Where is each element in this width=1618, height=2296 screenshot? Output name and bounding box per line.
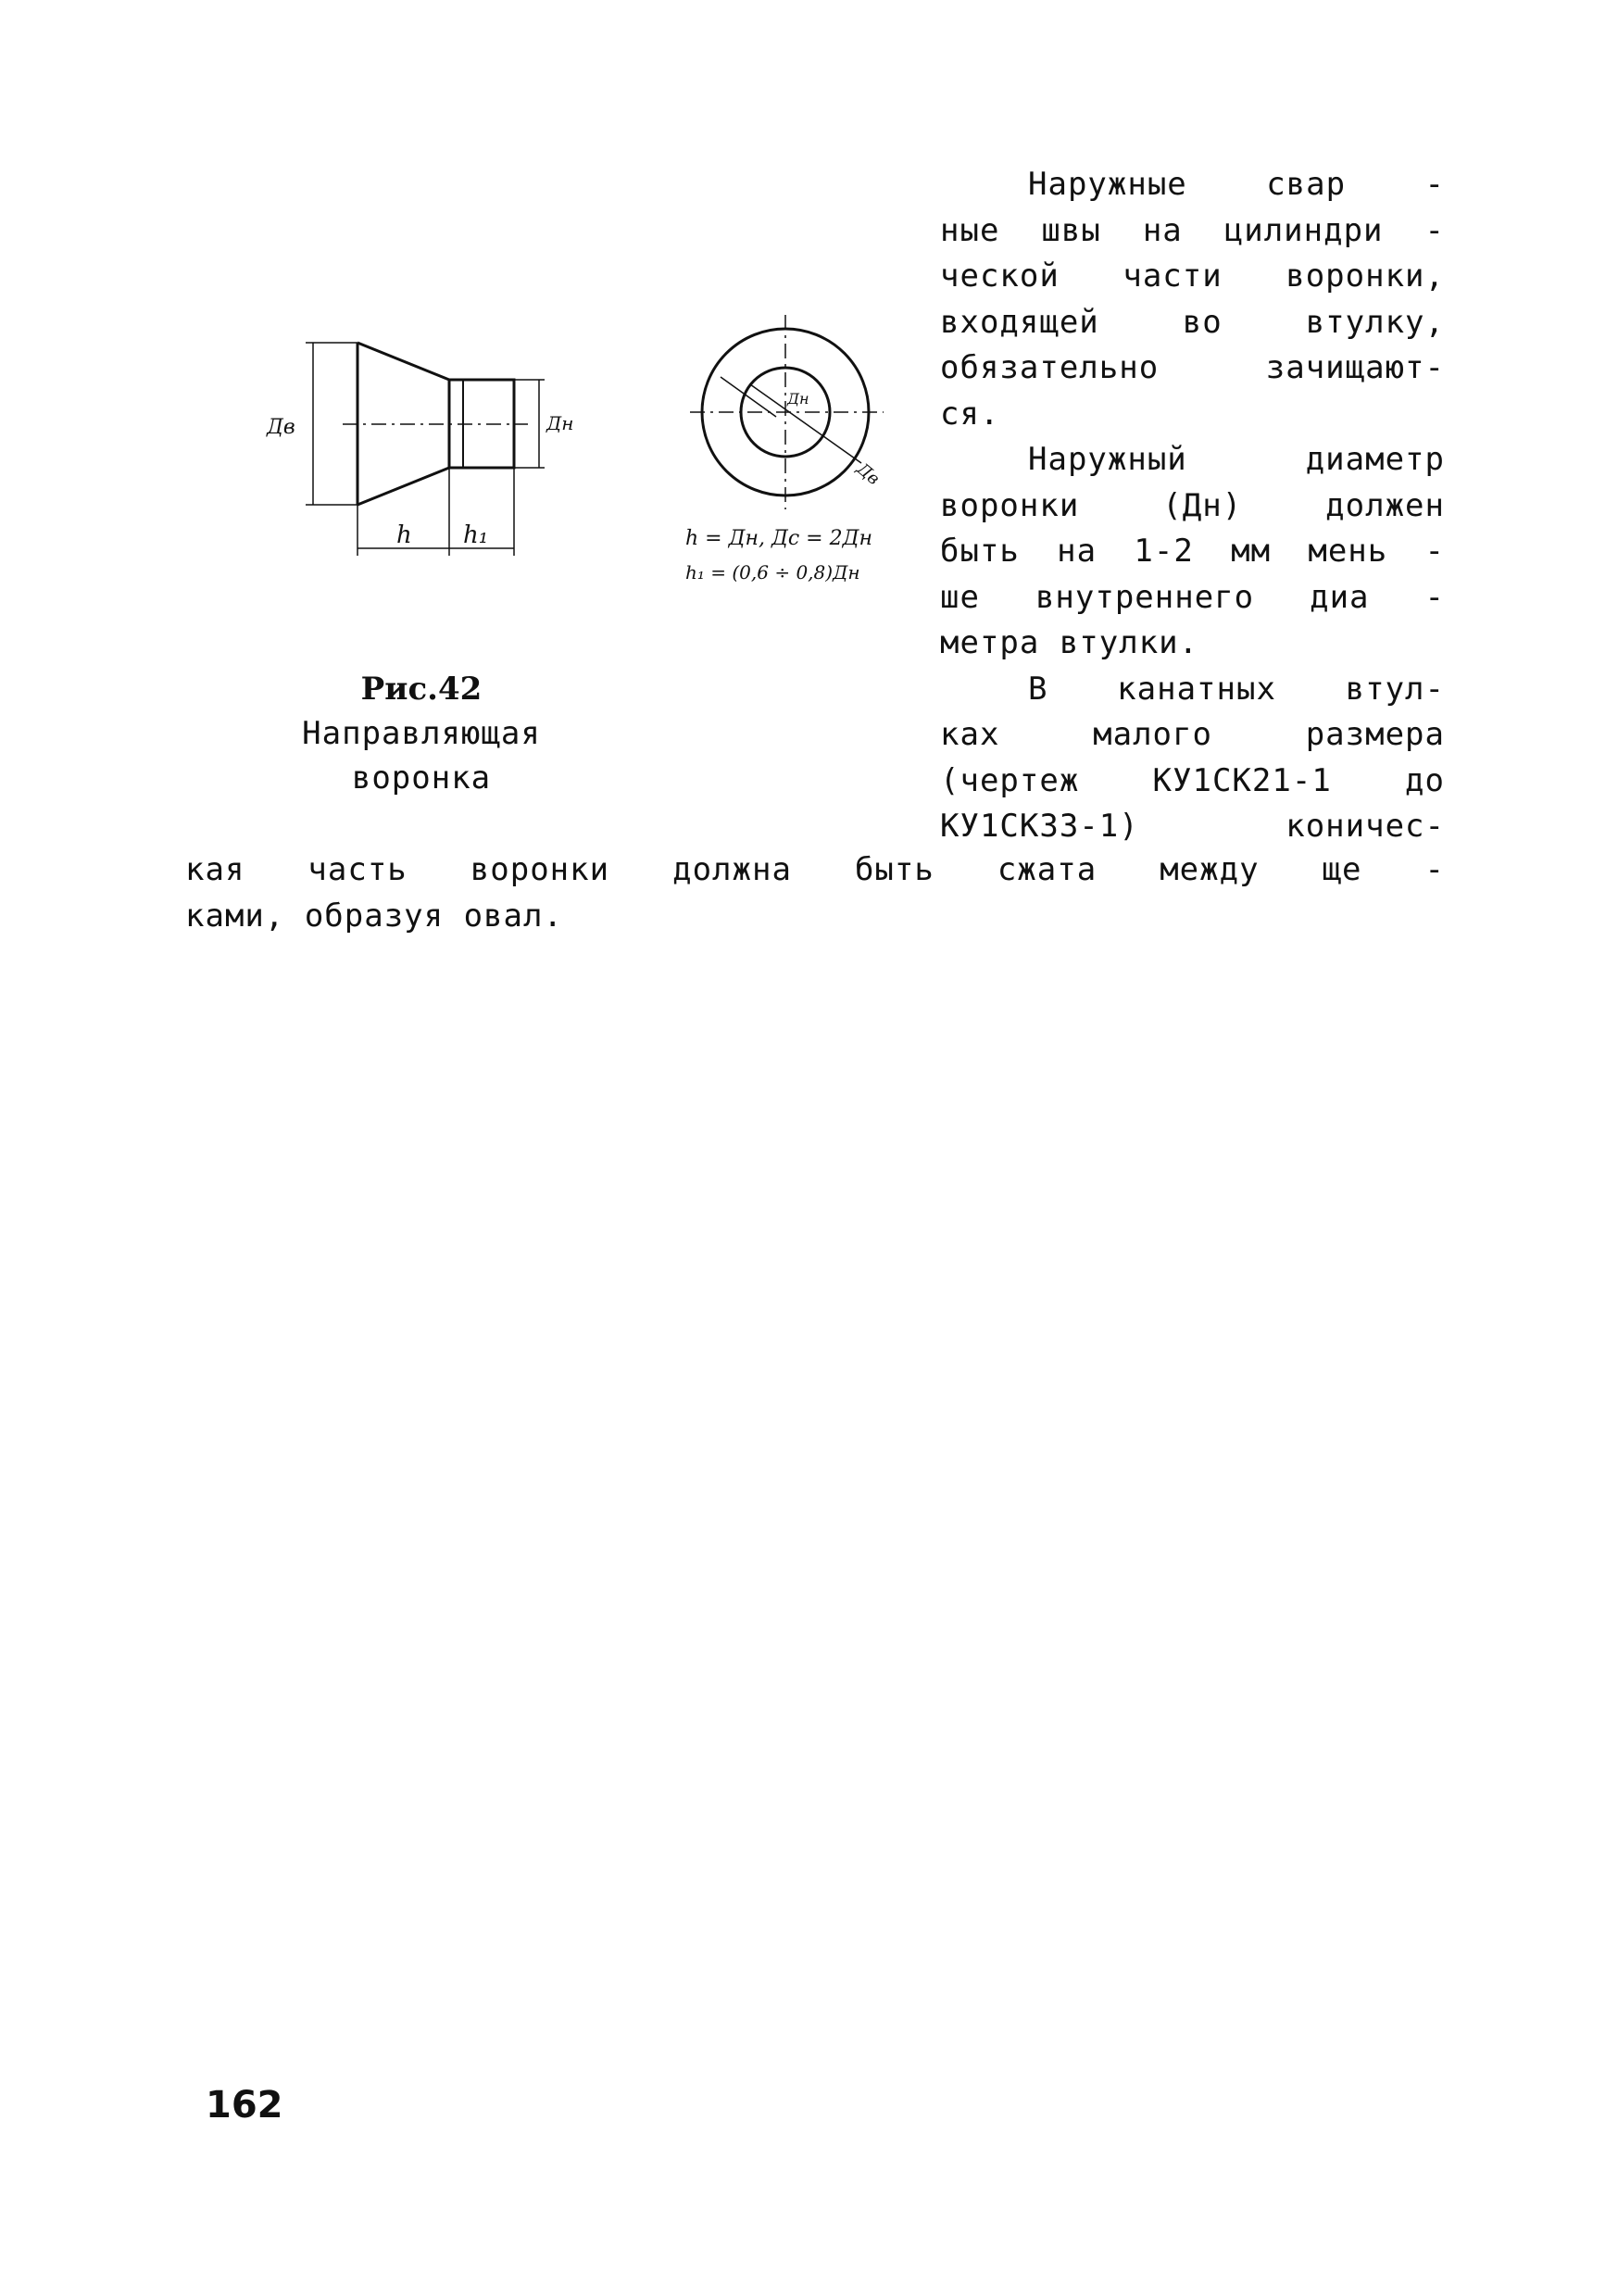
text-line: КУ1СК33-1) коничес- bbox=[940, 808, 1445, 845]
page-number: 162 bbox=[206, 2084, 283, 2127]
text-line: быть на 1-2 мм мень - bbox=[940, 533, 1445, 570]
figure-caption bbox=[278, 667, 565, 800]
text-line: входящей во втулку, bbox=[940, 303, 1445, 341]
caption-number: Рис.42 bbox=[360, 671, 483, 708]
column-text bbox=[940, 162, 1445, 850]
text-line: ся. bbox=[940, 395, 1000, 433]
label-d-outer: Дв bbox=[267, 416, 295, 439]
caption-title: Направляющая воронка bbox=[302, 715, 541, 797]
label-h1: h₁ bbox=[463, 521, 489, 549]
text-line: ные швы на цилиндри - bbox=[940, 211, 1445, 249]
full-width-text bbox=[185, 847, 1445, 939]
label-circle-inner: Дн bbox=[787, 390, 809, 408]
text-line: В канатных втул- bbox=[1028, 670, 1445, 708]
formula-line-2: h₁ = (0,6 ÷ 0,8)Дн bbox=[685, 561, 860, 583]
label-circle-outer: Дв bbox=[852, 458, 884, 489]
text-line: (чертеж КУ1СК21-1 до bbox=[940, 761, 1445, 799]
text-line: метра втулки. bbox=[940, 624, 1199, 661]
text-line: ками, образуя овал. bbox=[185, 897, 563, 935]
funnel-drawing bbox=[250, 315, 898, 621]
label-d-inner: Дн bbox=[546, 412, 574, 434]
text-line: ческой части воронки, bbox=[940, 257, 1445, 295]
text-line: ше внутреннего диа - bbox=[940, 578, 1445, 616]
text-line: обязательно зачищают- bbox=[940, 349, 1445, 386]
text-line: кая часть воронки должна быть сжата между ще - bbox=[185, 851, 1445, 888]
label-h: h bbox=[396, 521, 412, 549]
text-line: Наружный диаметр bbox=[1028, 441, 1445, 478]
figure-42 bbox=[250, 315, 898, 621]
formula-line-1: h = Дн, Дс = 2Дн bbox=[685, 527, 872, 550]
text-line: ках малого размера bbox=[940, 716, 1445, 753]
text-line: Наружные свар - bbox=[1028, 166, 1445, 203]
text-line: воронки (Дн) должен bbox=[940, 486, 1445, 524]
